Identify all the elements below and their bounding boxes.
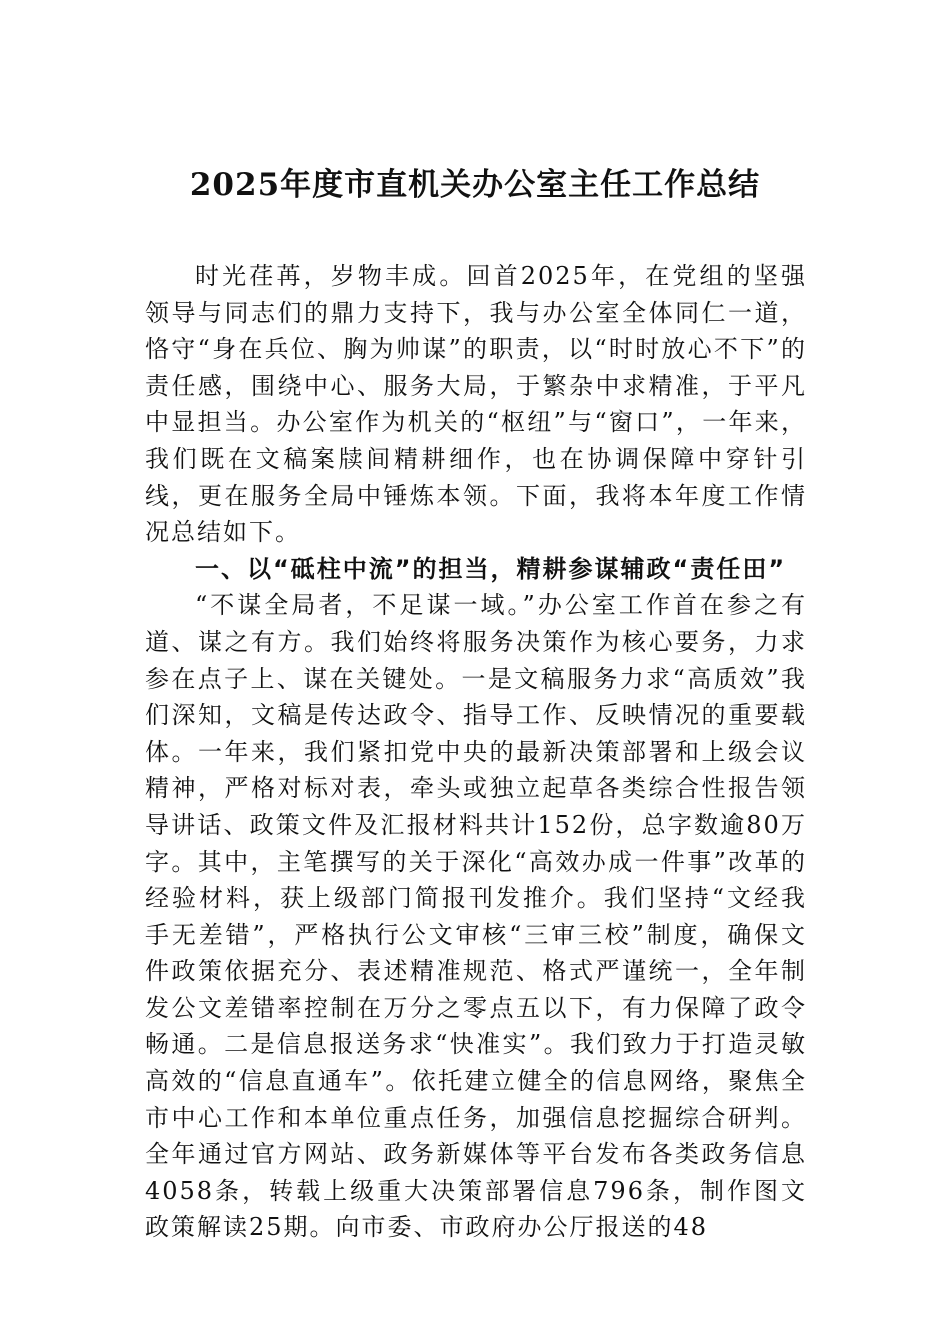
section-heading: 一、以“砥柱中流”的担当，精耕参谋辅政“责任田” [195,554,787,583]
document-body [145,258,807,1246]
document-title: 2025年度市直机关办公室主任工作总结 [189,167,761,203]
intro-paragraph: 时光荏苒，岁物丰成。回首2025年，在党组的坚强领导与同志们的鼎力支持下，我与办公室全体同仁一道，恪守“身在兵位、胸为帅谋”的职责，以“时时放心不下”的责任感，围绕中心、服务大局，于繁杂中求精准，于平凡中显担当。办公室作为机关的“枢纽”与“窗口”，一年来，我们既在文稿案牍间精耕细作，也在协调保障中穿针引线，更在服务全局中锤炼本领。下面，我将本年度工作情况总结如下。 [145,262,807,547]
section-paragraph: “不谋全局者，不足谋一域。”办公室工作首在参之有道、谋之有方。我们始终将服务决策作为核心要务，力求参在点子上、谋在关键处。一是文稿服务力求“高质效”我们深知，文稿是传达政令、指导工作、反映情况的重要载体。一年来，我们紧扣党中央的最新决策部署和上级会议精神，严格对标对表，牵头或独立起草各类综合性报告领导讲话、政策文件及汇报材料共计152份，总字数逾80万字。其中，主笔撰写的关于深化“高效办成一件事”改革的经验材料，获上级部门简报刊发推介。我们坚持“文经我手无差错”，严格执行公文审核“三审三校”制度，确保文件政策依据充分、表述精准规范、格式严谨统一，全年制发公文差错率控制在万分之零点五以下，有力保障了政令畅通。二是信息报送务求“快准实”。我们致力于打造灵敏高效的“信息直通车”。依托建立健全的信息网络，聚焦全市中心工作和本单位重点任务，加强信息挖掘综合研判。全年通过官方网站、政务新媒体等平台发布各类政务信息4058条，转载上级重大决策部署信息796条，制作图文政策解读25期。向市委、市政府办公厅报送的48 [145,591,807,1242]
